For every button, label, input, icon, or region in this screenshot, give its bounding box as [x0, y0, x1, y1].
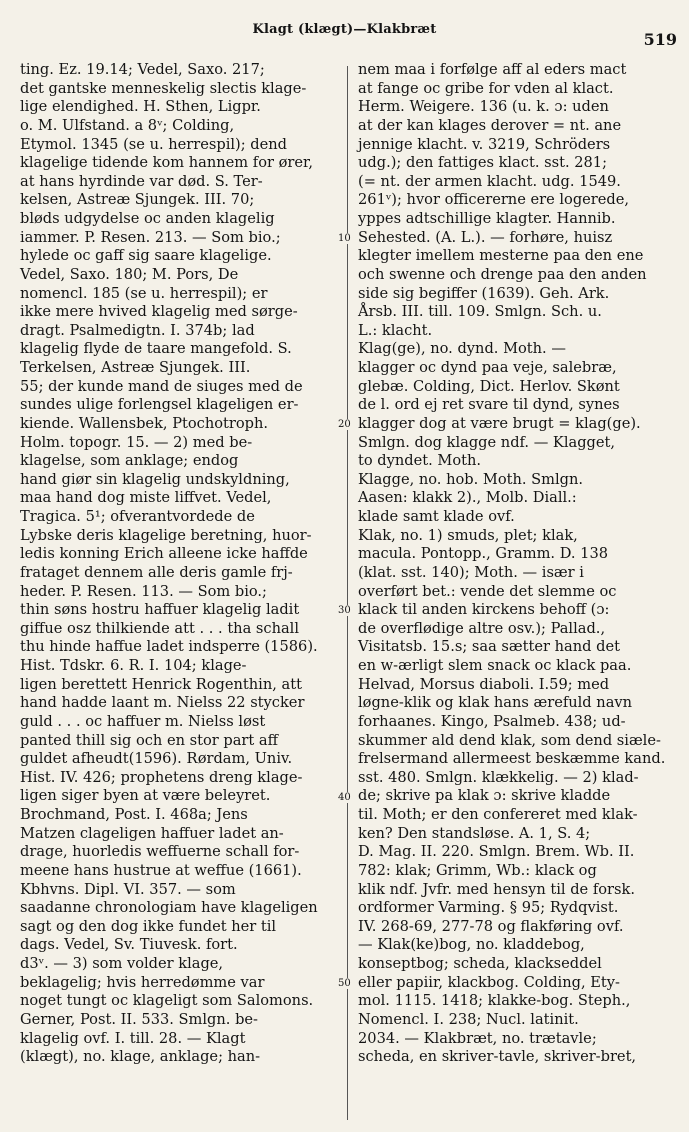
text-line: hand hadde laant m. Nielss 22 stycker [20, 694, 305, 712]
text-line: side sig begiffer (1639). Geh. Ark. [358, 284, 610, 302]
page-number: 519 [643, 30, 677, 49]
text-line: Terkelsen, Astreæ Sjungek. III. [20, 359, 251, 376]
text-line: thin søns hostru haffuer klagelig ladit [20, 601, 300, 619]
text-line: meene hans hustrue at weffue (1661). [20, 861, 302, 879]
text-line: Klak, no. 1) smuds, plet; klak, [358, 526, 578, 544]
text-line: frelsermand allermeest beskæmme kand. [358, 750, 666, 768]
text-line: ordformer Varming. § 95; Rydqvist. [358, 899, 619, 917]
text-line: 55; der kunde mand de siuges med de [20, 377, 303, 395]
text-line: (klægt), no. klage, anklage; han- [20, 1048, 261, 1066]
text-line: ledis konning Erich alleene icke haffde [20, 545, 308, 563]
text-line: heder. P. Resen. 113. — Som bio.; [20, 582, 267, 600]
text-line: bløds udgydelse oc anden klagelig [20, 210, 275, 227]
text-line: klagger oc dynd paa veje, salebræ, [358, 359, 617, 376]
text-line: drage, huorledis weffuerne schall for- [20, 843, 300, 861]
text-line: ligen berettett Henrick Rogenthin, att [20, 675, 302, 693]
text-line: IV. 268-69, 277-78 og flakføring ovf. [358, 917, 624, 935]
text-line: ikke mere hvived klagelig med sørge- [20, 303, 298, 321]
text-line: klade samt klade ovf. [358, 508, 515, 525]
text-line: kelsen, Astreæ Sjungek. III. 70; [20, 191, 255, 209]
text-line: 2034. — Klakbræt, no. trætavle; [358, 1029, 597, 1047]
text-line: hand giør sin klagelig undskyldning, [20, 470, 290, 488]
running-head: Klagt (klægt)—Klakbræt [252, 22, 437, 37]
text-line: iammer. P. Resen. 213. — Som bio.; [20, 228, 281, 246]
text-line: Hist. Tdskr. 6. R. I. 104; klage- [20, 657, 247, 674]
text-line: panted thill sig och en stor part aff [20, 731, 278, 749]
line-number: 40 [338, 792, 358, 803]
text-line: sagt og den dog ikke fundet her til [20, 917, 277, 935]
text-line: thu hinde haffue ladet indsperre (1586). [20, 638, 318, 656]
text-line: glebæ. Colding, Dict. Herlov. Skønt [358, 377, 620, 395]
text-line: L.: klacht. [358, 321, 433, 339]
text-line: det gantske menneskelig slectis klage- [20, 79, 307, 97]
text-line: d3ᵛ. — 3) som volder klage, [20, 955, 224, 972]
text-line: to dyndet. Moth. [358, 452, 482, 470]
text-line: klagelse, som anklage; endog [20, 452, 239, 470]
text-line: kiende. Wallensbek, Ptochotroph. [20, 414, 269, 432]
text-line: at hans hyrdinde var død. S. Ter- [20, 172, 263, 190]
text-line: Holm. topogr. 15. — 2) med be- [20, 433, 253, 451]
text-line: Smlgn. dog klagge ndf. — Klagget, [358, 433, 616, 451]
text-line: at fange oc gribe for vden al klact. [358, 79, 614, 97]
text-line: en w-ærligt slem snack oc klack paa. [358, 657, 632, 674]
text-line: de overflødige altre osv.); Pallad., [358, 619, 606, 637]
text-line: sst. 480. Smlgn. klækkelig. — 2) klad- [358, 768, 639, 786]
text-line: (klat. sst. 140); Moth. — især i [358, 563, 584, 581]
text-line: hylede oc gaff sig saare klagelige. [20, 247, 272, 265]
text-line: de l. ord ej ret svare til dynd, synes [358, 396, 620, 414]
text-line: Gerner, Post. II. 533. Smlgn. be- [20, 1010, 258, 1028]
text-line: Sehested. (A. L.). — forhøre, huisz [358, 228, 613, 246]
text-line: yppes adtschillige klagter. Hannib. [358, 210, 616, 227]
text-line: skummer ald dend klak, som dend siæle- [358, 731, 661, 749]
text-line: nomencl. 185 (se u. herrespil); er [20, 284, 268, 302]
text-line: (= nt. der armen klacht. udg. 1549. [358, 172, 621, 190]
text-line: guld . . . oc haffuer m. Nielss løst [20, 712, 266, 730]
text-line: ken? Den standsløse. A. 1, S. 4; [358, 824, 591, 842]
text-line: Tragica. 5¹; ofverantvordede de [20, 508, 255, 525]
text-line: konseptbog; scheda, klackseddel [358, 955, 602, 972]
text-line: beklagelig; hvis herredømme var [20, 973, 265, 991]
text-line: klagelige tidende kom hannem for ører, [20, 154, 314, 172]
text-line: 261ᵛ); hvor officererne ere logerede, [358, 191, 630, 209]
text-line: de; skrive pa klak ɔ: skrive kladde [358, 787, 611, 805]
text-line: D. Mag. II. 220. Smlgn. Brem. Wb. II. [358, 843, 635, 861]
text-line: til. Moth; er den confereret med klak- [358, 806, 638, 823]
text-line: macula. Pontopp., Gramm. D. 138 [358, 545, 609, 563]
text-line: Aasen: klakk 2)., Molb. Diall.: [358, 489, 577, 507]
text-line: Matzen clageligen haffuer ladet an- [20, 824, 284, 842]
text-line: klack til anden kirckens behoff (ɔ: [358, 601, 610, 619]
text-line: Etymol. 1345 (se u. herrespil); dend [20, 135, 288, 153]
text-line: ligen siger byen at være beleyret. [20, 787, 271, 805]
text-line: Brochmand, Post. I. 468a; Jens [20, 806, 248, 823]
text-line: Nomencl. I. 238; Nucl. latinit. [358, 1010, 579, 1028]
line-number: 20 [338, 419, 358, 430]
line-number: 30 [338, 605, 358, 616]
text-line: udg.); den fattiges klact. sst. 281; [358, 154, 608, 172]
text-line: Hist. IV. 426; prophetens dreng klage- [20, 768, 303, 786]
text-line: Klagge, no. hob. Moth. Smlgn. [358, 470, 584, 488]
text-line: klagger dog at være brugt = klag(ge). [358, 414, 641, 432]
text-line: overført bet.: vende det slemme oc [358, 582, 617, 600]
text-line: Årsb. III. till. 109. Smlgn. Sch. u. [358, 303, 602, 321]
line-number: 10 [338, 233, 358, 244]
text-line: forhaanes. Kingo, Psalmeb. 438; ud- [358, 712, 626, 730]
text-line: klik ndf. Jvfr. med hensyn til de forsk. [358, 880, 635, 898]
text-line: klegter imellem mesterne paa den ene [358, 247, 644, 265]
text-line: at der kan klages derover = nt. ane [358, 116, 622, 134]
text-line: Vedel, Saxo. 180; M. Pors, De [20, 265, 239, 283]
text-line: scheda, en skriver-tavle, skriver-bret, [358, 1048, 637, 1066]
text-line: mol. 1115. 1418; klakke-bog. Steph., [358, 992, 631, 1010]
text-line: Lybske deris klagelige beretning, huor- [20, 526, 312, 544]
left-column [20, 61, 336, 1067]
text-line: — Klak(ke)bog, no. kladdebog, [358, 936, 585, 954]
text-line: lige elendighed. H. Sthen, Ligpr. [20, 98, 261, 116]
text-line: guldet afheudt(1596). Rørdam, Univ. [20, 750, 293, 768]
text-line: Klag(ge), no. dynd. Moth. — [358, 340, 566, 358]
text-line: Herm. Weigere. 136 (u. k. ɔ: uden [358, 98, 609, 116]
page-header [0, 22, 689, 52]
text-line: klagelig ovf. I. till. 28. — Klagt [20, 1029, 246, 1047]
right-column [358, 61, 676, 1067]
line-number: 50 [338, 978, 358, 989]
text-line: dragt. Psalmedigtn. I. 374b; lad [20, 321, 255, 339]
text-line: Visitatsb. 15.s; saa sætter hand det [358, 638, 620, 656]
text-line: o. M. Ulfstand. a 8ᵛ; Colding, [20, 116, 235, 134]
text-line: dags. Vedel, Sv. Tiuvesk. fort. [20, 936, 238, 954]
text-line: Kbhvns. Dipl. VI. 357. — som [20, 880, 236, 898]
text-line: eller papiir, klackbog. Colding, Ety- [358, 973, 620, 991]
text-line: ting. Ez. 19.14; Vedel, Saxo. 217; [20, 61, 265, 78]
text-line: Helvad, Morsus diaboli. I.59; med [358, 675, 610, 693]
text-line: och swenne och drenge paa den anden [358, 265, 647, 283]
text-line: nem maa i forfølge aff al eders mact [358, 61, 627, 78]
text-line: saadanne chronologiam have klageligen [20, 899, 318, 917]
text-line: noget tungt oc klageligt som Salomons. [20, 992, 314, 1010]
text-line: løgne-klik og klak hans ærefuld navn [358, 694, 633, 712]
text-line: giffue osz thilkiende att . . . tha schall [20, 619, 300, 637]
text-line: frataget dennem alle deris gamle frj- [20, 563, 293, 581]
text-line: sundes ulige forlengsel klageligen er- [20, 396, 299, 414]
column-divider [347, 66, 348, 1120]
text-line: maa hand dog miste liffvet. Vedel, [20, 489, 272, 507]
text-line: klagelig flyde de taare mangefold. S. [20, 340, 292, 358]
text-line: 782: klak; Grimm, Wb.: klack og [358, 861, 597, 879]
text-line: jennige klacht. v. 3219, Schröders [358, 135, 611, 153]
